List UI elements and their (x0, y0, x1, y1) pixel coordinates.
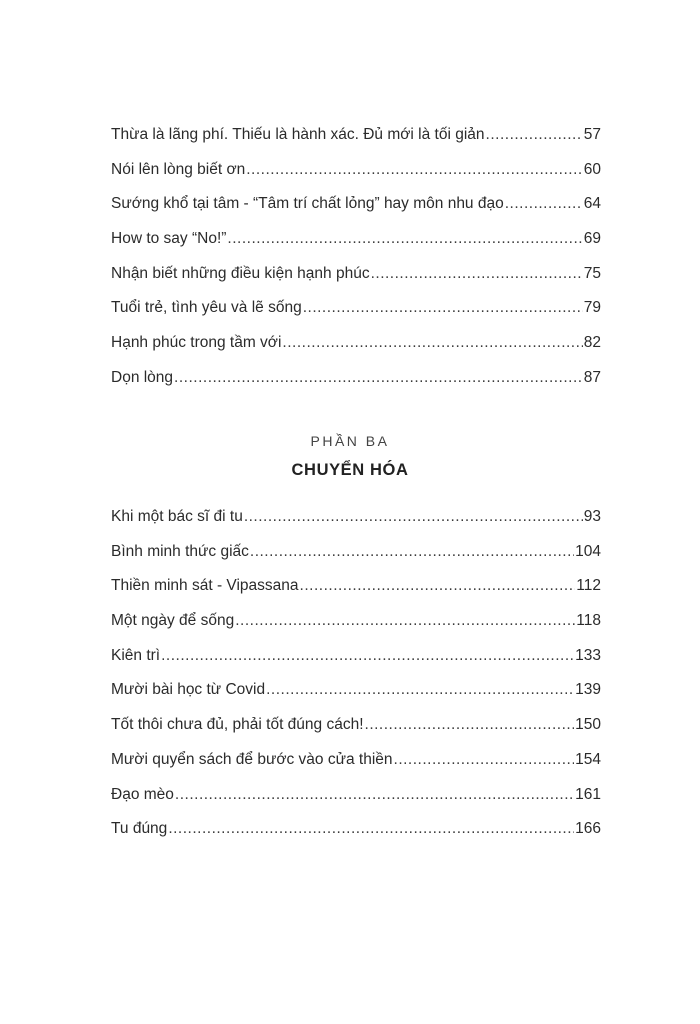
toc-entry-page: 93 (583, 508, 601, 525)
dot-leader (161, 645, 574, 667)
toc-entry-title: Mười bài học từ Covid (111, 681, 266, 699)
toc-entry (111, 297, 601, 332)
toc-entry (111, 124, 601, 159)
dot-leader (246, 159, 583, 181)
toc-entry (111, 575, 601, 610)
toc-entry-page: 64 (583, 195, 601, 213)
toc-entry-title: Đạo mèo (111, 785, 174, 803)
toc-entry-page: 112 (576, 577, 601, 595)
dot-leader (235, 610, 575, 632)
part-label: PHẦN BA (310, 433, 390, 449)
toc-entry-title: Dọn lòng (111, 368, 174, 386)
toc-entry-title: Kiên trì (111, 646, 161, 664)
dot-leader (168, 818, 574, 840)
toc-entry (111, 610, 601, 645)
toc-entry (111, 749, 601, 784)
dot-leader (266, 679, 574, 701)
toc-entry-page: 118 (576, 612, 601, 630)
dot-leader (282, 332, 582, 354)
dot-leader (394, 749, 575, 771)
toc-entry-page: 75 (583, 264, 601, 282)
toc-entry (111, 714, 601, 749)
dot-leader (365, 714, 575, 736)
toc-entry (111, 818, 601, 853)
toc-entry-title: Hạnh phúc trong tầm với (111, 334, 282, 352)
toc-entry (111, 228, 601, 263)
toc-entry-title: Thiền minh sát - Vipassana (111, 577, 299, 595)
dot-leader (486, 124, 583, 146)
toc-entry-title: Bình minh thức giấc (111, 542, 249, 560)
toc-entry-title: Sướng khổ tại tâm - “Tâm trí chất lỏng” hay môn nhu đạo (111, 195, 504, 213)
toc-entry (111, 679, 601, 714)
dot-leader (300, 575, 576, 597)
toc-entry-page: 154 (575, 750, 601, 768)
toc-entry-page: 60 (583, 160, 601, 178)
toc-entry-page: 87 (583, 368, 601, 386)
toc-entry-page: 166 (575, 820, 601, 838)
part-title: CHUYỂN HÓA (291, 461, 409, 479)
toc-entry-title: Nói lên lòng biết ơn (111, 160, 246, 178)
toc-entry-title: Tuổi trẻ, tình yêu và lẽ sống (111, 299, 302, 317)
toc-entry (111, 193, 601, 228)
toc-entry-title: Một ngày để sống (111, 612, 235, 630)
toc-entry-page: 161 (575, 785, 601, 803)
toc-entry-page: 69 (583, 230, 601, 248)
dot-leader (227, 228, 582, 250)
dot-leader (371, 263, 583, 285)
dot-leader (303, 297, 583, 319)
toc-entry (111, 367, 601, 402)
toc-entry (111, 159, 601, 194)
dot-leader (250, 541, 574, 563)
toc-entry-title: Nhận biết những điều kiện hạnh phúc (111, 264, 370, 282)
toc-entry (111, 784, 601, 819)
toc-entry-page: 57 (583, 126, 601, 143)
dot-leader (174, 367, 583, 389)
toc-entry (111, 541, 601, 576)
dot-leader (175, 784, 574, 806)
dot-leader (244, 506, 583, 528)
toc-list-part3 (111, 506, 601, 853)
toc-entry (111, 645, 601, 680)
toc-entry-page: 79 (583, 299, 601, 317)
toc-entry-page: 150 (575, 716, 601, 734)
toc-entry-title: Mười quyển sách để bước vào cửa thiền (111, 750, 393, 768)
toc-entry-page: 139 (575, 681, 601, 699)
toc-entry (111, 263, 601, 298)
toc-entry-title: Thừa là lãng phí. Thiếu là hành xác. Đủ mới là tối giản (111, 126, 485, 143)
toc-entry (111, 506, 601, 541)
toc-entry-page: 133 (575, 646, 601, 664)
toc-entry-title: Tu đúng (111, 820, 168, 838)
toc-entry-page: 82 (583, 334, 601, 352)
toc-entry-title: How to say “No!” (111, 230, 227, 248)
toc-entry-page: 104 (575, 542, 601, 560)
toc-entry-title: Khi một bác sĩ đi tu (111, 508, 243, 525)
toc-entry (111, 332, 601, 367)
dot-leader (505, 193, 583, 215)
toc-entry-title: Tốt thôi chưa đủ, phải tốt đúng cách! (111, 716, 364, 734)
toc-list-section1 (111, 124, 601, 402)
